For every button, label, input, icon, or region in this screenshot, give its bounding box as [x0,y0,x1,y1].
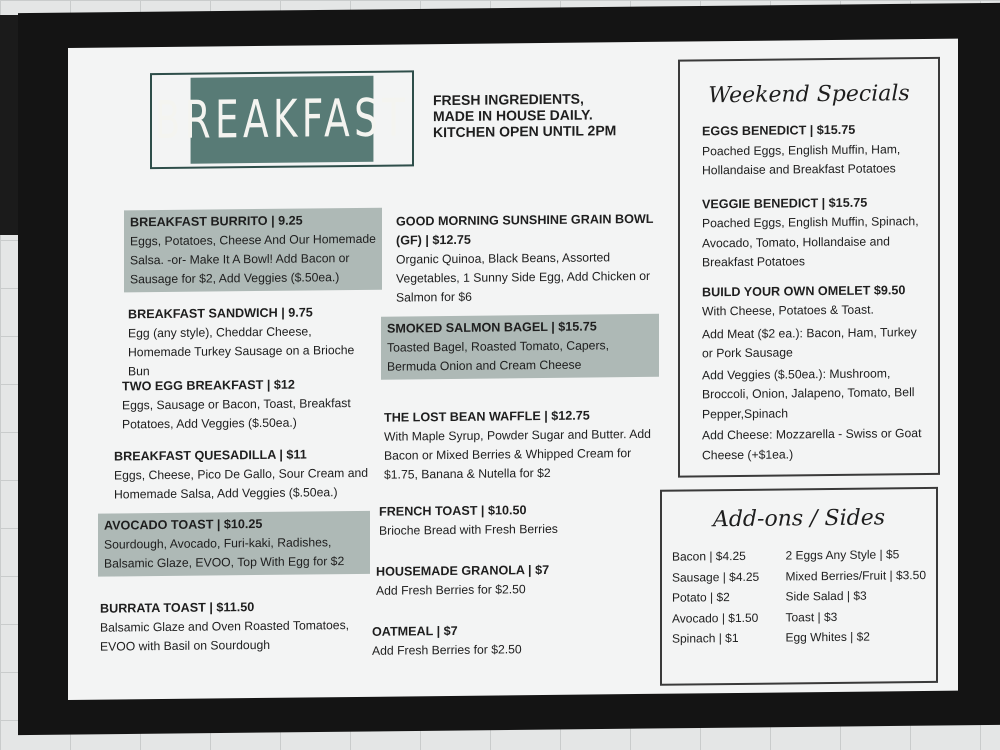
item-description: With Maple Syrup, Powder Sugar and Butter. Add Bacon or Mixed Berries & Whipped Cream for $1.75, Banana & Nutella for $2 [384,426,651,482]
tagline-line: KITCHEN OPEN UNTIL 2PM [433,122,617,141]
adjacent-frame [0,15,18,235]
menu-item-burrata-toast [100,597,368,657]
omelet-addon-meat: Add Meat ($2 ea.): Bacon, Ham, Turkey or Pork Sausage [702,324,917,361]
menu-item-smoked-salmon-bagel [381,314,659,380]
item-name: EGGS BENEDICT | $15.75 [702,122,856,139]
weekend-specials-panel [678,57,940,478]
item-description: Toasted Bagel, Roasted Tomato, Capers, Bermuda Onion and Cream Cheese [387,338,609,374]
item-name: GOOD MORNING SUNSHINE GRAIN BOWL (GF) | $12.75 [396,211,654,248]
menu-item-french-toast [379,500,639,541]
item-description: Eggs, Sausage or Bacon, Toast, Breakfast Potatoes, Add Veggies ($.50ea.) [122,396,351,432]
menu-item-breakfast-burrito [124,208,382,293]
menu-item-housemade-granola [376,560,636,601]
item-name: BUILD YOUR OWN OMELET $9.50 [702,282,906,299]
item-description: Add Fresh Berries for $2.50 [376,582,526,598]
item-description: Eggs, Cheese, Pico De Gallo, Sour Cream and Homemade Salsa, Add Veggies ($.50ea.) [114,465,369,502]
item-description: Brioche Bread with Fresh Berries [379,521,558,538]
breakfast-title: BREAKFAST [191,76,374,164]
item-description: Poached Eggs, English Muffin, Spinach, Avocado, Tomato, Hollandaise and Breakfast Potatoes [702,214,919,270]
weekend-specials-title: Weekend Specials [708,81,910,109]
menu-board [68,39,958,700]
item-description: With Cheese, Potatoes & Toast. [702,302,874,319]
addon-item: Bacon | $4.25 [672,548,746,564]
item-description: Poached Eggs, English Muffin, Ham, Hollandaise and Breakfast Potatoes [702,141,901,178]
addon-item: Spinach | $1 [672,630,739,646]
item-description: Organic Quinoa, Black Beans, Assorted Vegetables, 1 Sunny Side Egg, Add Chicken or Salmon for $6 [396,250,651,305]
addons-column [672,546,759,649]
addons-sides-title: Add-ons / Sides [712,505,886,533]
item-name: TWO EGG BREAKFAST | $12 [122,377,295,394]
menu-item-avocado-toast [98,511,370,577]
item-name: BREAKFAST QUESADILLA | $11 [114,447,307,464]
omelet-addon-veggies: Add Veggies ($.50ea.): Mushroom, Broccoli, Onion, Jalapeno, Tomato, Bell Pepper,Spinach [702,365,915,421]
addon-item: Potato | $2 [672,590,730,605]
addon-item: Sausage | $4.25 [672,569,760,585]
item-name: HOUSEMADE GRANOLA | $7 [376,562,550,579]
special-veggie-benedict [702,192,928,272]
addons-column [785,544,926,648]
item-name: BREAKFAST SANDWICH | 9.75 [128,305,313,322]
addon-item: Egg Whites | $2 [785,629,870,645]
item-name: VEGGIE BENEDICT | $15.75 [702,195,868,211]
item-description: Balsamic Glaze and Oven Roasted Tomatoes, EVOO with Basil on Sourdough [100,618,350,654]
addon-item: Toast | $3 [785,609,838,624]
item-description: Egg (any style), Cheddar Cheese, Homemade Turkey Sausage on a Brioche Bun [128,324,355,379]
item-name: THE LOST BEAN WAFFLE | $12.75 [384,408,590,425]
addons-sides-panel [660,487,938,686]
special-eggs-benedict [702,120,928,181]
addon-item: Avocado | $1.50 [672,610,759,626]
item-description: Eggs, Potatoes, Cheese And Our Homemade Salsa. -or- Make It A Bowl! Add Bacon or Sausage for $2, Add Veggies ($.50ea.) [130,231,376,287]
addon-item: 2 Eggs Any Style | $5 [785,547,900,563]
menu-item-breakfast-sandwich [128,303,376,382]
item-name: BURRATA TOAST | $11.50 [100,600,255,616]
item-name: AVOCADO TOAST | $10.25 [104,516,263,533]
breakfast-logo [150,70,414,169]
addons-list [662,530,936,649]
menu-item-oatmeal [372,620,632,661]
tagline-line: MADE IN HOUSE DAILY. [433,106,593,125]
menu-item-grain-bowl [396,210,668,308]
item-name: BREAKFAST BURRITO | 9.25 [130,213,303,230]
item-name: OATMEAL | $7 [372,623,458,639]
item-name: FRENCH TOAST | $10.50 [379,503,527,519]
tagline [433,90,663,140]
item-description: Add Fresh Berries for $2.50 [372,642,522,658]
menu-item-two-egg-breakfast [122,375,372,435]
omelet-addon-cheese: Add Cheese: Mozzarella - Swiss or Goat Cheese (+$1ea.) [702,426,922,462]
menu-item-lost-bean-waffle [384,406,654,485]
addon-item: Side Salad | $3 [785,588,867,604]
item-description: Sourdough, Avocado, Furi-kaki, Radishes, Balsamic Glaze, EVOO, Top With Egg for $2 [104,535,345,571]
addon-item: Mixed Berries/Fruit | $3.50 [785,567,926,583]
item-name: SMOKED SALMON BAGEL | $15.75 [387,319,597,336]
tagline-line: FRESH INGREDIENTS, [433,90,584,109]
menu-item-breakfast-quesadilla [114,445,376,505]
special-build-your-own-omelet [702,280,928,465]
